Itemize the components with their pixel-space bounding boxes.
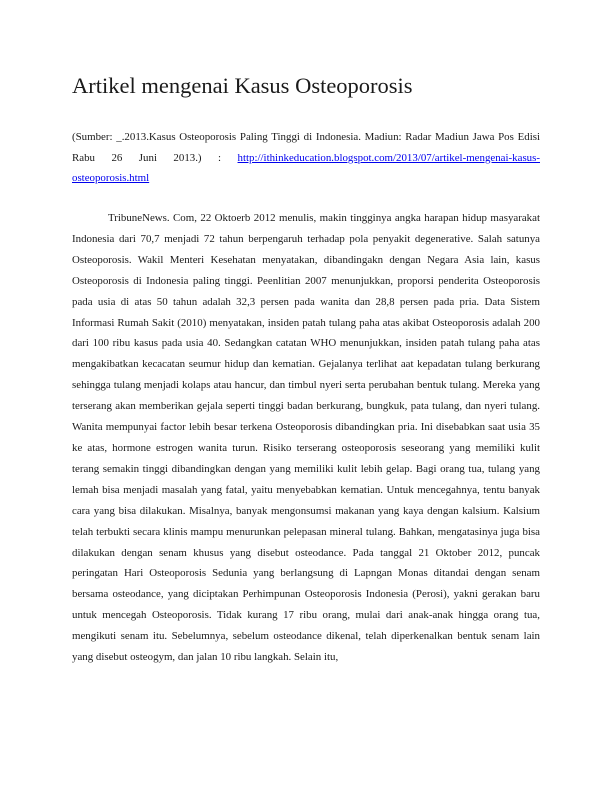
source-citation bbox=[72, 127, 540, 189]
article-title: Artikel mengenai Kasus Osteoporosis bbox=[72, 73, 413, 98]
article-body: TribuneNews. Com, 22 Oktoerb 2012 menulis, makin tingginya angka harapan hidup masyarakat Indonesia dari 70,7 menjadi 72 tahun berpengaruh terhadap pola penyakit degenerative. Salah satunya Osteoporosis. Wakil Menteri Kesehatan menyatakan, dibandingakn dengan Negara Asia lain, kasus Osteoporosis di Indonesia paling tinggi. Peenlitian 2007 menunjukkan, proporsi penderita Osteoporosis pada usia di atas 50 tahun adalah 32,3 persen pada wanita dan 28,8 persen pada pria. Data Sistem Informasi Rumah Sakit (2010) menyatakan, insiden patah tulang paha atas akibat Osteoporosis adalah 200 dari 100 ribu kasus pada usia 40. Sedangkan catatan WHO menunjukkan, insiden patah tulang paha atas mengakibatkan kecacatan seumur hidup dan kematian. Gejalanya terlihat aat kepadatan tulang berkurang sehingga tulang menjadi kolaps atau hancur, dan timbul nyeri serta perubahan bentuk tulang. Mereka yang terserang akan memberikan gejala seperti tinggi badan berkurang, bungkuk, pata tulang, dan nyeri tulang. Wanita mempunyai factor lebih besar terkena Osteoporosis dibandingkan pria. Ini disebabkan saat usia 35 ke atas, hormone estrogen wanita turun. Risiko terserang osteoporosis seseorang yang memiliki kulit terang semakin tinggi dibandingkan dengan yang memiliki kulit lebih gelap. Bagi orang tua, tulang yang lemah bisa menjadi masalah yang fatal, yaitu menyebabkan kematian. Untuk mencegahnya, tentu banyak cara yang bisa dilakukan. Misalnya, banyak mengonsumsi makanan yang kaya dengan kalsium. Kalsium telah terbukti secara klinis mampu menurunkan pelepasan mineral tulang. Bahkan, mengatasinya juga bisa dilakukan dengan senam khusus yang disebut osteodance. Pada tanggal 21 Oktober 2012, puncak peringatan Hari Osteoporosis Sedunia yang berlangsung di Lapngan Monas ditandai dengan senam bersama osteodance, yang diciptakan Perhimpunan Osteoporosis Indonesia (Perosi), yakni gerakan baru untuk mencegah Osteoporosis. Tidak kurang 17 ribu orang, mulai dari anak-anak hingga orang tua, mengikuti senam itu. Sebelumnya, sebelum osteodance dikenal, telah diperkenalkan bentuk senam lain yang disebut osteogym, dan jalan 10 ribu langkah. Selain itu, bbox=[72, 212, 540, 664]
source-link[interactable]: http://ithinkeducation.blogspot.com/2013/07/artikel-mengenai-kasus-osteoporosis.html bbox=[72, 151, 540, 184]
source-text: (Sumber: _.2013.Kasus Osteoporosis Paling Tinggi di Indonesia. Madiun: Radar Madiun Jawa Pos Edisi Rabu 26 Juni 2013.) : bbox=[72, 131, 540, 164]
